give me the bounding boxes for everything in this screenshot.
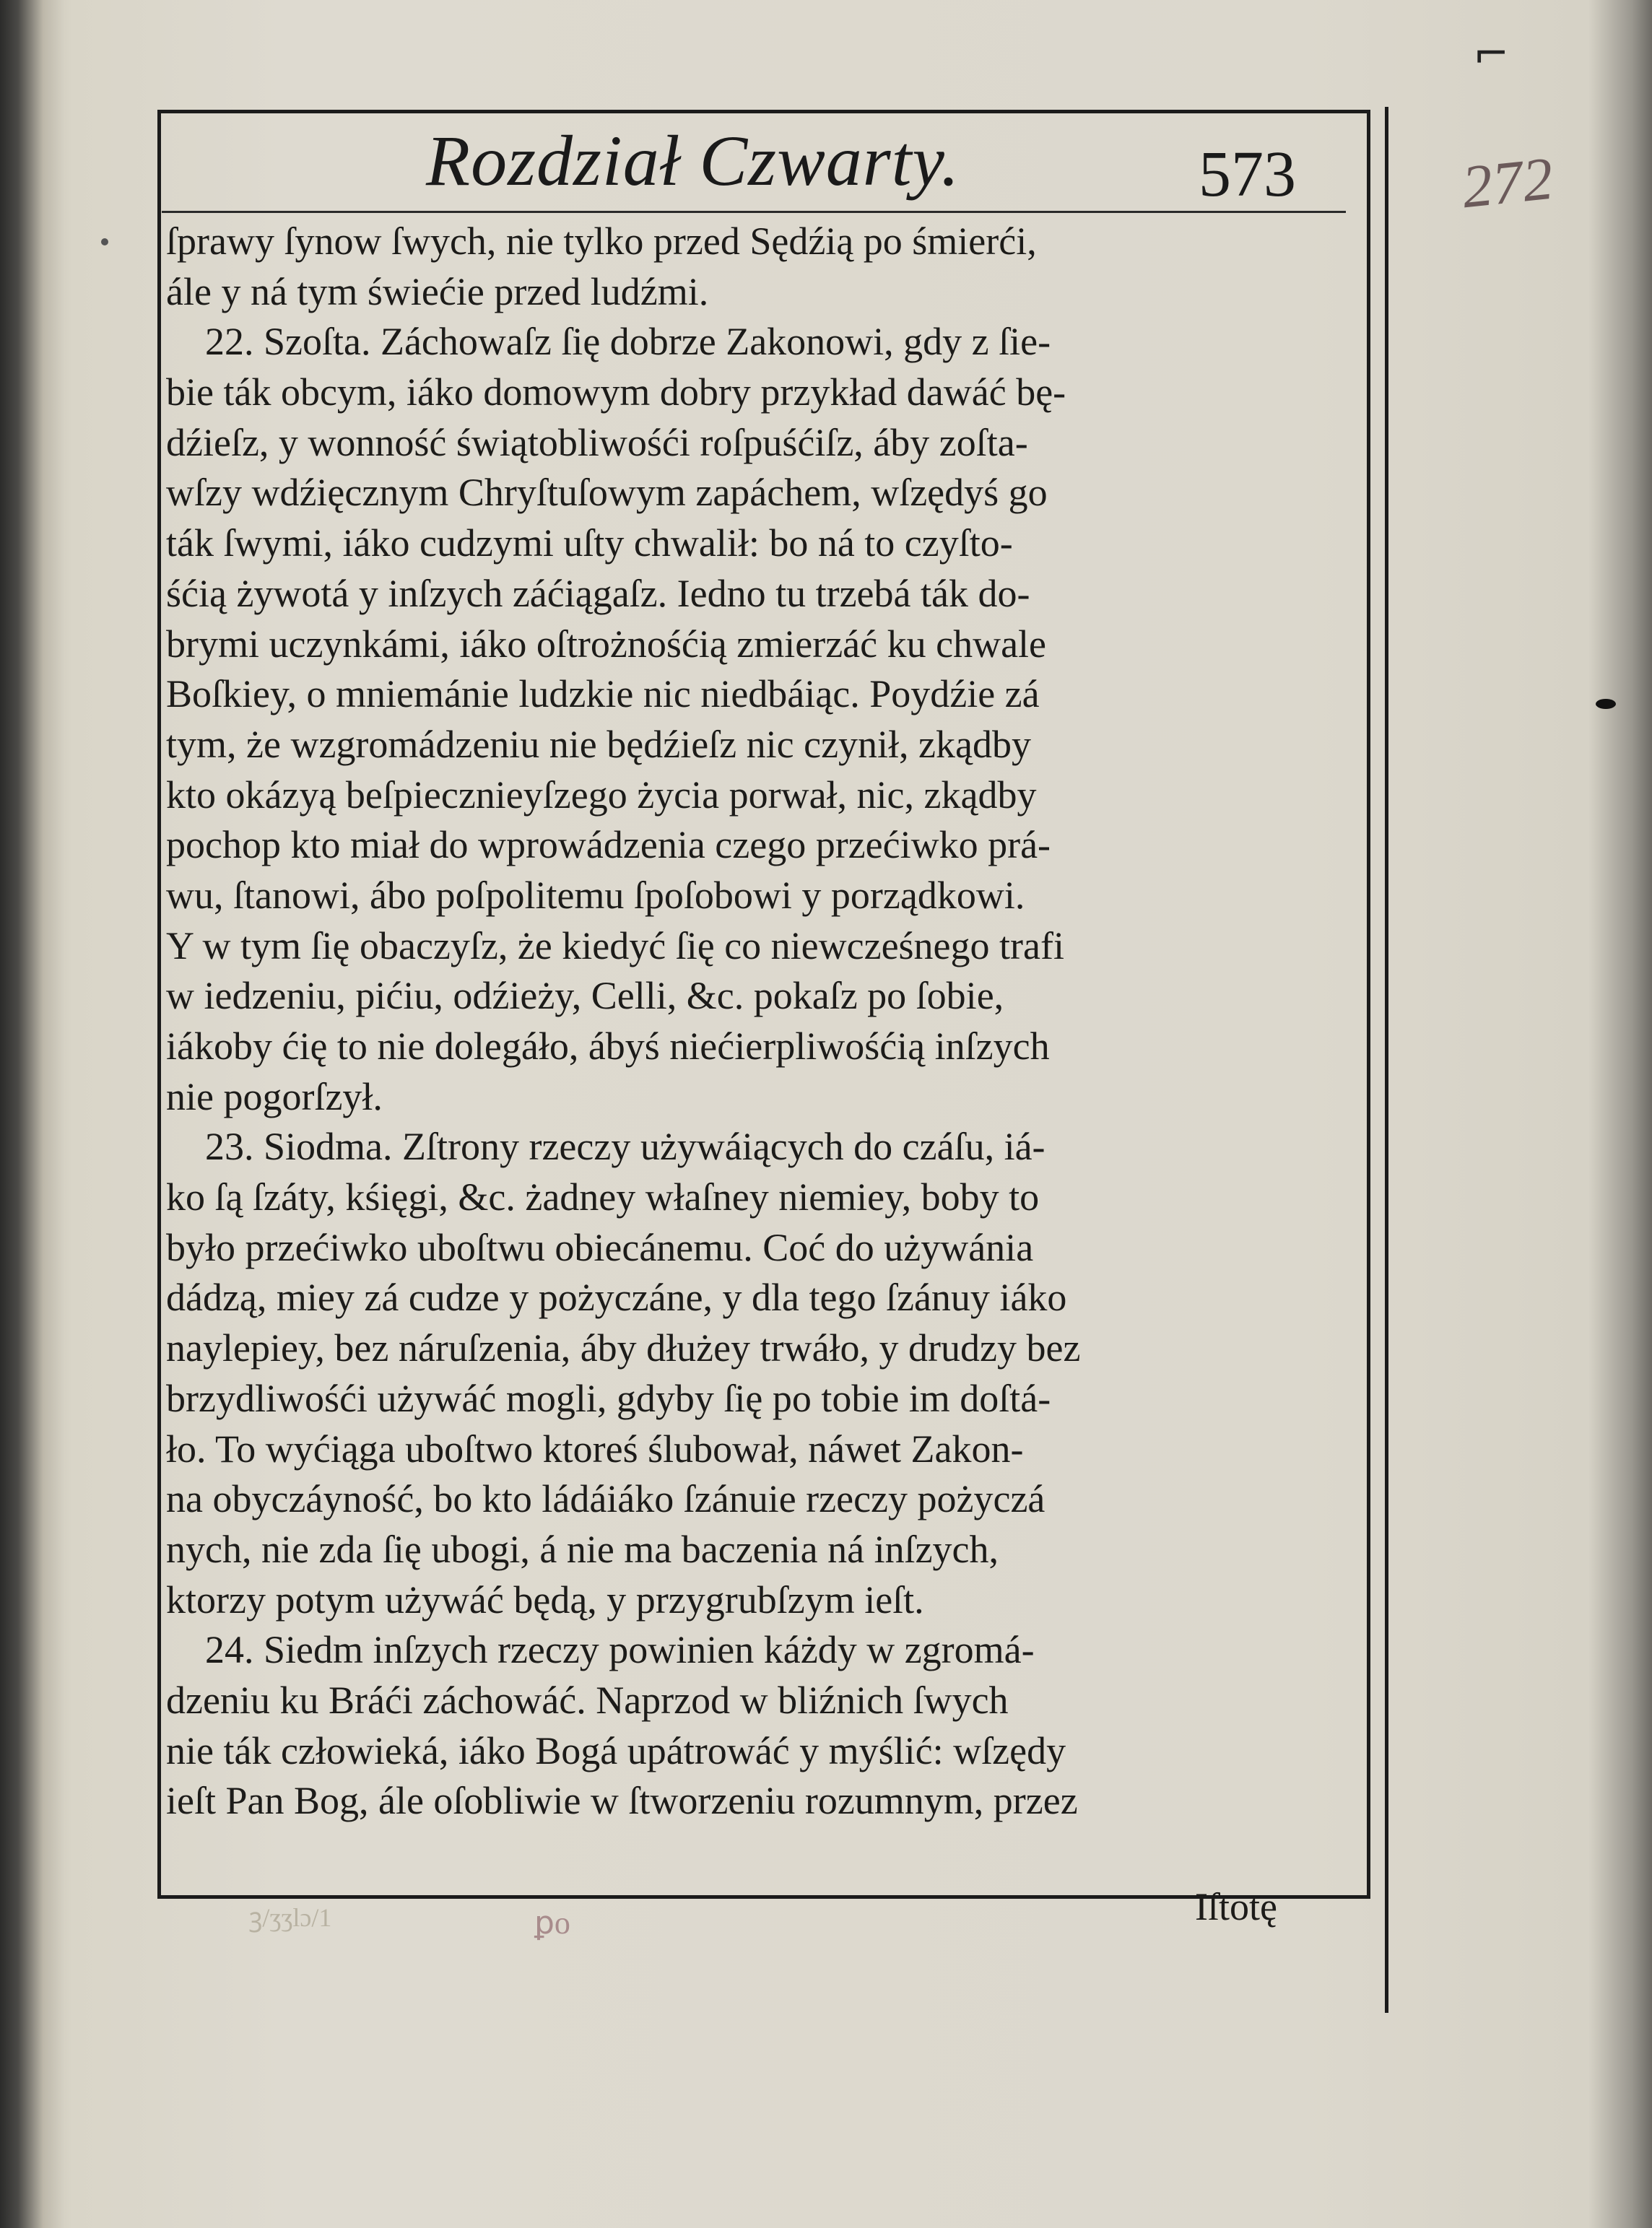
body-line: ſprawy ſynow ſwych, nie tylko przed Sędźią po śmierći, (166, 219, 1037, 263)
catchword: Iſtotę (1195, 1885, 1277, 1928)
body-line: wu, ſtanowi, ábo poſpolitemu ſpoſobowi y porządkowi. (166, 873, 1025, 917)
page-number: 573 (1199, 139, 1296, 210)
stray-pen-mark: ꝑo (534, 1905, 570, 1941)
header-rule (162, 211, 1346, 213)
body-line: dźieſz, y wonność świątobliwośći roſpuśćiſz, áby zoſta- (166, 420, 1028, 464)
body-line: w iedzeniu, pićiu, odźieży, Celli, &c. pokaſz po ſobie, (166, 974, 1004, 1018)
body-line: nie ták człowieká, iáko Bogá upátrowáć y myślić: wſzędy (166, 1728, 1066, 1772)
body-line: wſzy wdźięcznym Chryſtuſowym zapáchem, wſzędyś go (166, 471, 1048, 515)
body-line: ieſt Pan Bog, ále oſobliwie w ſtworzeniu rozumnym, przez (166, 1779, 1078, 1823)
body-text (166, 217, 1357, 1827)
body-line: Y w tym ſię obaczyſz, że kiedyć ſię co niewcześnego trafi (166, 923, 1064, 967)
body-line: było przećiwko uboſtwu obiecánemu. Coć do używánia (166, 1225, 1034, 1269)
corner-pencil-mark: ⌐ (1473, 29, 1510, 79)
body-line: 24. Siedm inſzych rzeczy powinien káżdy w zgromá- (166, 1628, 1035, 1672)
body-line: dzeniu ku Bráći záchowáć. Naprzod w bliźnich ſwych (166, 1678, 1009, 1722)
body-line: 23. Siodma. Zſtrony rzeczy używáiących do czáſu, iá- (166, 1125, 1045, 1169)
body-line: bie ták obcym, iáko domowym dobry przykład dawáć bę- (166, 370, 1066, 414)
body-line: nych, nie zda ſię ubogi, á nie ma baczenia ná inſzych, (166, 1527, 999, 1571)
running-head: Rozdział Czwarty. (426, 121, 960, 201)
body-line: śćią żywotá y inſzych záćiągaſz. Iedno tu trzebá ták do- (166, 571, 1030, 615)
frame-outer-rule (1385, 107, 1388, 2013)
body-line: na obyczáyność, bo kto ládáiáko ſzánuie rzeczy pożyczá (166, 1477, 1045, 1521)
body-line: pochop kto miał do wprowádzenia czego przećiwko prá- (166, 823, 1051, 867)
body-line: nie pogorſzył. (166, 1074, 383, 1118)
body-line: ták ſwymi, iáko cudzymi uſty chwalił: bo ná to czyſto- (166, 521, 1013, 565)
ink-blot (1596, 699, 1616, 709)
body-line: brzydliwośći używáć mogli, gdyby ſię po tobie im doſtá- (166, 1376, 1051, 1420)
ink-dot (101, 238, 108, 245)
body-line: naylepiey, bez náruſzenia, áby dłużey trwáło, y drudzy bez (166, 1326, 1081, 1370)
body-line: ło. To wyćiąga uboſtwo ktoreś ślubował, náwet Zakon- (166, 1427, 1024, 1471)
body-line: brymi uczynkámi, iáko oſtrożnośćią zmierzáć ku chwale (166, 622, 1047, 666)
folio-note: 272 (1458, 144, 1557, 222)
body-line: ále y ná tym świećie przed ludźmi. (166, 269, 709, 313)
bleed-through-text: ꝫ/ʒʒlɔ/1 (249, 1903, 332, 1932)
body-line: kto okázyą beſpiecznieyſzego życia porwał, nic, zkądby (166, 773, 1037, 817)
book-spine (0, 0, 65, 2228)
body-line: ktorzy potym używáć będą, y przygrubſzym ieſt. (166, 1578, 924, 1622)
body-line: ko ſą ſzáty, kśięgi, &c. żadney właſney niemiey, boby to (166, 1175, 1040, 1219)
body-line: 22. Szoſta. Záchowaſz ſię dobrze Zakonowi, gdy z ſie- (166, 320, 1051, 364)
body-line: dádzą, miey zá cudze y pożyczáne, y dla tego ſzánuy iáko (166, 1276, 1067, 1320)
body-line: tym, że wzgromádzeniu nie będźieſz nic czynił, zkądby (166, 722, 1031, 766)
body-line: iákoby ćię to nie dolegáło, ábyś niećierpliwośćią inſzych (166, 1024, 1050, 1068)
body-line: Boſkiey, o mniemánie ludzkie nic niedbáiąc. Poydźie zá (166, 672, 1040, 716)
